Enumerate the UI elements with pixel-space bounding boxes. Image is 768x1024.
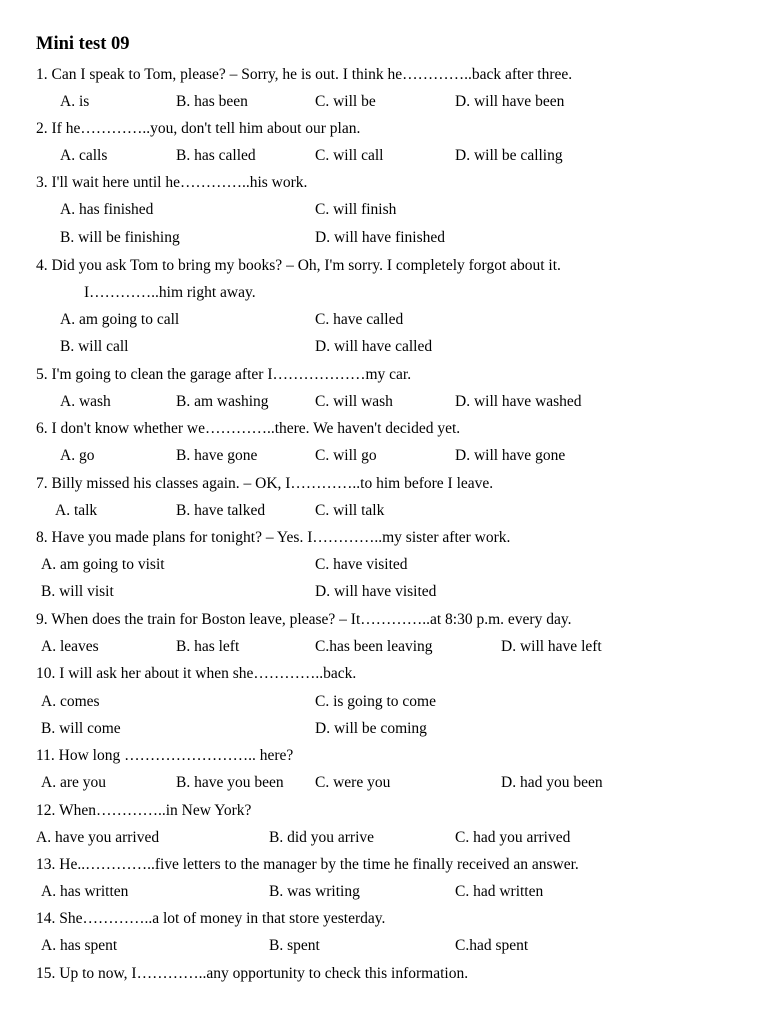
option-c: C. will call (315, 147, 384, 164)
options-row (0, 91, 768, 113)
option-b: B. will call (60, 338, 129, 355)
options-row (0, 554, 768, 576)
option-a: A. talk (55, 502, 98, 519)
option-c: C. will talk (315, 502, 385, 519)
option-b: B. spent (269, 937, 320, 954)
option-b: B. has called (176, 147, 256, 164)
question-14 (0, 908, 768, 930)
option-a: A. has finished (60, 201, 154, 218)
option-c: C.has been leaving (315, 638, 433, 655)
options-row (0, 145, 768, 167)
question-2 (0, 118, 768, 140)
option-d: D. will have visited (315, 583, 437, 600)
options-row (0, 772, 768, 794)
option-c: C. will go (315, 447, 377, 464)
question-11 (0, 745, 768, 767)
option-d: D. will have gone (455, 447, 566, 464)
option-c: C. have called (315, 311, 404, 328)
option-a: A. wash (60, 393, 111, 410)
question-text: 1. Can I speak to Tom, please? – Sorry, he is out. I think he…………..back after three. (36, 66, 573, 83)
question-text-continued: I…………..him right away. (84, 284, 256, 301)
option-c: C. were you (315, 774, 391, 791)
question-9 (0, 609, 768, 631)
options-row (0, 881, 768, 903)
question-6 (0, 418, 768, 440)
question-text: 8. Have you made plans for tonight? – Yes. I…………..my sister after work. (36, 529, 511, 546)
question-text: 10. I will ask her about it when she…………..back. (36, 665, 357, 682)
option-a: A. has written (41, 883, 129, 900)
options-row (0, 309, 768, 331)
question-13 (0, 854, 768, 876)
question-4 (0, 255, 768, 277)
option-b: B. has been (176, 93, 248, 110)
option-b: B. have you been (176, 774, 284, 791)
option-d: D. will have washed (455, 393, 582, 410)
question-15 (0, 963, 768, 985)
option-c: C. will finish (315, 201, 397, 218)
option-a: A. has spent (41, 937, 118, 954)
options-row (0, 581, 768, 603)
option-c: C. had you arrived (455, 829, 571, 846)
option-b: B. has left (176, 638, 240, 655)
question-text: 6. I don't know whether we…………..there. We haven't decided yet. (36, 420, 461, 437)
question-10 (0, 663, 768, 685)
options-row (0, 391, 768, 413)
option-a: A. am going to call (60, 311, 180, 328)
option-c: C. have visited (315, 556, 408, 573)
option-b: B. am washing (176, 393, 269, 410)
option-d: D. will have left (501, 638, 602, 655)
options-row (0, 199, 768, 221)
question-3 (0, 172, 768, 194)
option-a: A. have you arrived (36, 829, 160, 846)
options-row (0, 336, 768, 358)
option-d: D. will have been (455, 93, 565, 110)
question-text: 12. When…………..in New York? (36, 802, 252, 819)
options-row (0, 827, 768, 849)
options-row (0, 691, 768, 713)
option-a: A. go (60, 447, 95, 464)
question-4-continuation (0, 282, 768, 304)
question-5 (0, 364, 768, 386)
option-d: D. will have finished (315, 229, 446, 246)
question-text: 5. I'm going to clean the garage after I………………my car. (36, 366, 412, 383)
option-b: B. will visit (41, 583, 114, 600)
question-text: 4. Did you ask Tom to bring my books? – Oh, I'm sorry. I completely forgot about it. (36, 257, 561, 274)
option-b: B. have gone (176, 447, 258, 464)
option-a: A. leaves (41, 638, 99, 655)
option-b: B. was writing (269, 883, 360, 900)
question-text: 13. He..…………..five letters to the manager by the time he finally received an answer. (36, 856, 579, 873)
option-d: D. had you been (501, 774, 603, 791)
option-b: B. will be finishing (60, 229, 180, 246)
option-c: C. will wash (315, 393, 393, 410)
question-7 (0, 473, 768, 495)
question-text: 3. I'll wait here until he…………..his work. (36, 174, 308, 191)
option-c: C. will be (315, 93, 376, 110)
options-row (0, 227, 768, 249)
option-a: A. calls (60, 147, 108, 164)
page-title: Mini test 09 (36, 34, 130, 54)
option-d: D. will have called (315, 338, 433, 355)
option-b: B. will come (41, 720, 121, 737)
question-text: 14. She…………..a lot of money in that store yesterday. (36, 910, 386, 927)
option-b: B. have talked (176, 502, 266, 519)
options-row (0, 500, 768, 522)
question-text: 15. Up to now, I…………..any opportunity to check this information. (36, 965, 469, 982)
option-c: C.had spent (455, 937, 529, 954)
options-row (0, 445, 768, 467)
option-a: A. is (60, 93, 90, 110)
options-row (0, 718, 768, 740)
option-a: A. am going to visit (41, 556, 165, 573)
question-text: 11. How long …………………….. here? (36, 747, 294, 764)
question-text: 7. Billy missed his classes again. – OK, I…………..to him before I leave. (36, 475, 494, 492)
option-c: C. had written (455, 883, 544, 900)
options-row (0, 935, 768, 957)
option-d: D. will be calling (455, 147, 563, 164)
question-8 (0, 527, 768, 549)
option-c: C. is going to come (315, 693, 436, 710)
option-b: B. did you arrive (269, 829, 375, 846)
options-row (0, 636, 768, 658)
option-a: A. are you (41, 774, 106, 791)
option-d: D. will be coming (315, 720, 427, 737)
question-text: 9. When does the train for Boston leave, please? – It…………..at 8:30 p.m. every day. (36, 611, 572, 628)
question-1 (0, 64, 768, 86)
question-12 (0, 800, 768, 822)
question-text: 2. If he…………..you, don't tell him about our plan. (36, 120, 361, 137)
option-a: A. comes (41, 693, 100, 710)
